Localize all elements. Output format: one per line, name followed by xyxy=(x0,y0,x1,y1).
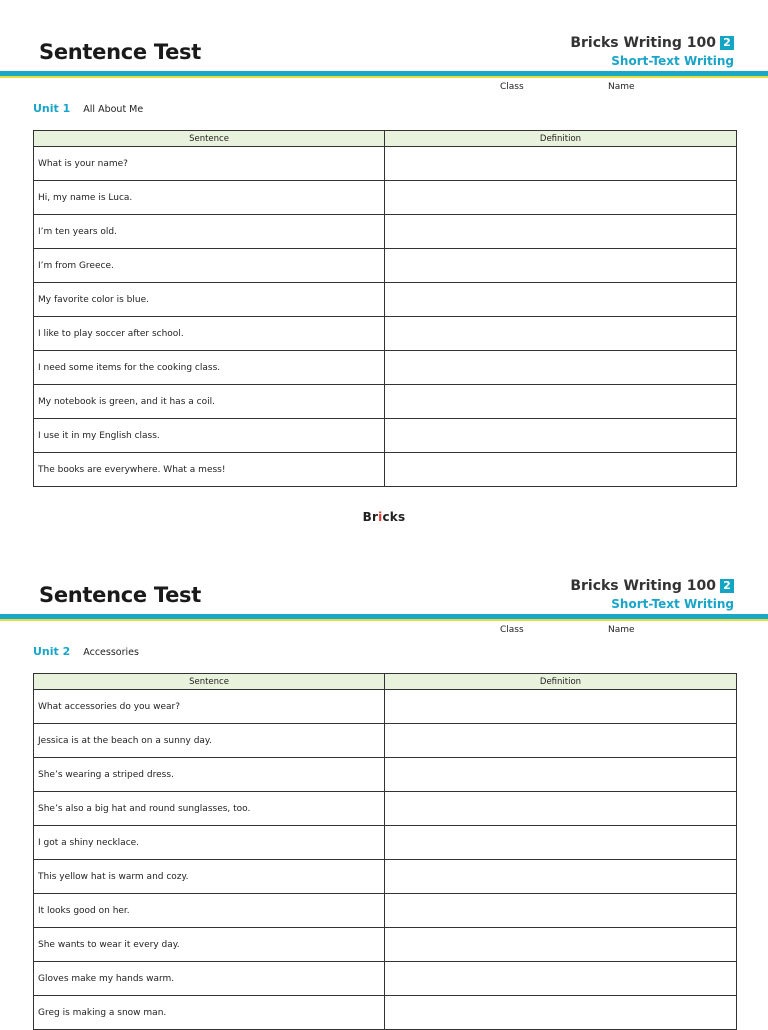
brand-level-badge: 2 xyxy=(720,579,734,593)
sentence-cell: Greg is making a snow man. xyxy=(34,996,385,1030)
definition-cell[interactable] xyxy=(385,826,737,860)
logo-text-start: Br xyxy=(362,510,379,524)
definition-cell[interactable] xyxy=(385,351,737,385)
sentence-cell: She’s also a big hat and round sunglasses, too. xyxy=(34,792,385,826)
definition-cell[interactable] xyxy=(385,690,737,724)
brand-level-badge: 2 xyxy=(720,36,734,50)
definition-cell[interactable] xyxy=(385,792,737,826)
logo-text-accent: i xyxy=(378,510,383,524)
definition-cell[interactable] xyxy=(385,181,737,215)
table-row xyxy=(34,317,737,351)
table-row xyxy=(34,181,737,215)
sentence-cell: She wants to wear it every day. xyxy=(34,928,385,962)
table-row xyxy=(34,860,737,894)
column-header-definition: Definition xyxy=(385,131,737,147)
unit-topic: All About Me xyxy=(83,104,144,115)
logo-text-end: cks xyxy=(382,510,406,524)
sentence-cell: What is your name? xyxy=(34,147,385,181)
header-stripe-yellow xyxy=(0,76,768,78)
definition-cell[interactable] xyxy=(385,317,737,351)
definition-cell[interactable] xyxy=(385,249,737,283)
name-label: Name xyxy=(608,625,635,635)
definition-cell[interactable] xyxy=(385,453,737,487)
table-row xyxy=(34,928,737,962)
unit-heading xyxy=(33,102,143,115)
definition-cell[interactable] xyxy=(385,928,737,962)
definition-cell[interactable] xyxy=(385,385,737,419)
sentence-cell: I’m ten years old. xyxy=(34,215,385,249)
sentence-cell: What accessories do you wear? xyxy=(34,690,385,724)
unit-label: Unit 1 xyxy=(33,102,71,115)
sentence-cell: Jessica is at the beach on a sunny day. xyxy=(34,724,385,758)
table-row xyxy=(34,385,737,419)
table-row xyxy=(34,996,737,1030)
table-row xyxy=(34,249,737,283)
table-row xyxy=(34,724,737,758)
sentence-cell: Hi, my name is Luca. xyxy=(34,181,385,215)
column-header-sentence: Sentence xyxy=(34,674,385,690)
table-row xyxy=(34,690,737,724)
table-row xyxy=(34,894,737,928)
sentence-cell: I like to play soccer after school. xyxy=(34,317,385,351)
table-row xyxy=(34,826,737,860)
definition-cell[interactable] xyxy=(385,724,737,758)
brand-block xyxy=(570,578,734,611)
definition-cell[interactable] xyxy=(385,147,737,181)
sentence-cell: My notebook is green, and it has a coil. xyxy=(34,385,385,419)
brand-block xyxy=(570,35,734,68)
table-row xyxy=(34,453,737,487)
table-row xyxy=(34,147,737,181)
definition-cell[interactable] xyxy=(385,962,737,996)
table-row xyxy=(34,351,737,385)
table-row xyxy=(34,792,737,826)
sentence-cell: She’s wearing a striped dress. xyxy=(34,758,385,792)
unit-label: Unit 2 xyxy=(33,645,71,658)
sentence-cell: I’m from Greece. xyxy=(34,249,385,283)
class-label: Class xyxy=(500,82,524,92)
page-title: Sentence Test xyxy=(39,583,201,607)
table-row xyxy=(34,962,737,996)
table-row xyxy=(34,419,737,453)
bricks-logo xyxy=(0,510,768,524)
brand-subtitle: Short-Text Writing xyxy=(611,597,734,611)
name-label: Name xyxy=(608,82,635,92)
table-row xyxy=(34,283,737,317)
brand-name: Bricks Writing 100 xyxy=(570,578,716,594)
sentence-cell: I use it in my English class. xyxy=(34,419,385,453)
column-header-definition: Definition xyxy=(385,674,737,690)
table-row xyxy=(34,215,737,249)
sentence-cell: Gloves make my hands warm. xyxy=(34,962,385,996)
sentence-cell: My favorite color is blue. xyxy=(34,283,385,317)
definition-cell[interactable] xyxy=(385,419,737,453)
unit-topic: Accessories xyxy=(83,647,139,658)
sentence-table xyxy=(33,673,737,1030)
column-header-sentence: Sentence xyxy=(34,131,385,147)
brand-name: Bricks Writing 100 xyxy=(570,35,716,51)
unit-heading xyxy=(33,645,139,658)
definition-cell[interactable] xyxy=(385,894,737,928)
definition-cell[interactable] xyxy=(385,283,737,317)
definition-cell[interactable] xyxy=(385,215,737,249)
sentence-cell: I got a shiny necklace. xyxy=(34,826,385,860)
definition-cell[interactable] xyxy=(385,996,737,1030)
sentence-cell: This yellow hat is warm and cozy. xyxy=(34,860,385,894)
sentence-cell: The books are everywhere. What a mess! xyxy=(34,453,385,487)
table-row xyxy=(34,758,737,792)
sentence-cell: I need some items for the cooking class. xyxy=(34,351,385,385)
header-stripe-yellow xyxy=(0,619,768,621)
brand-subtitle: Short-Text Writing xyxy=(611,54,734,68)
class-label: Class xyxy=(500,625,524,635)
definition-cell[interactable] xyxy=(385,758,737,792)
sentence-cell: It looks good on her. xyxy=(34,894,385,928)
sentence-table xyxy=(33,130,737,487)
page-title: Sentence Test xyxy=(39,40,201,64)
definition-cell[interactable] xyxy=(385,860,737,894)
